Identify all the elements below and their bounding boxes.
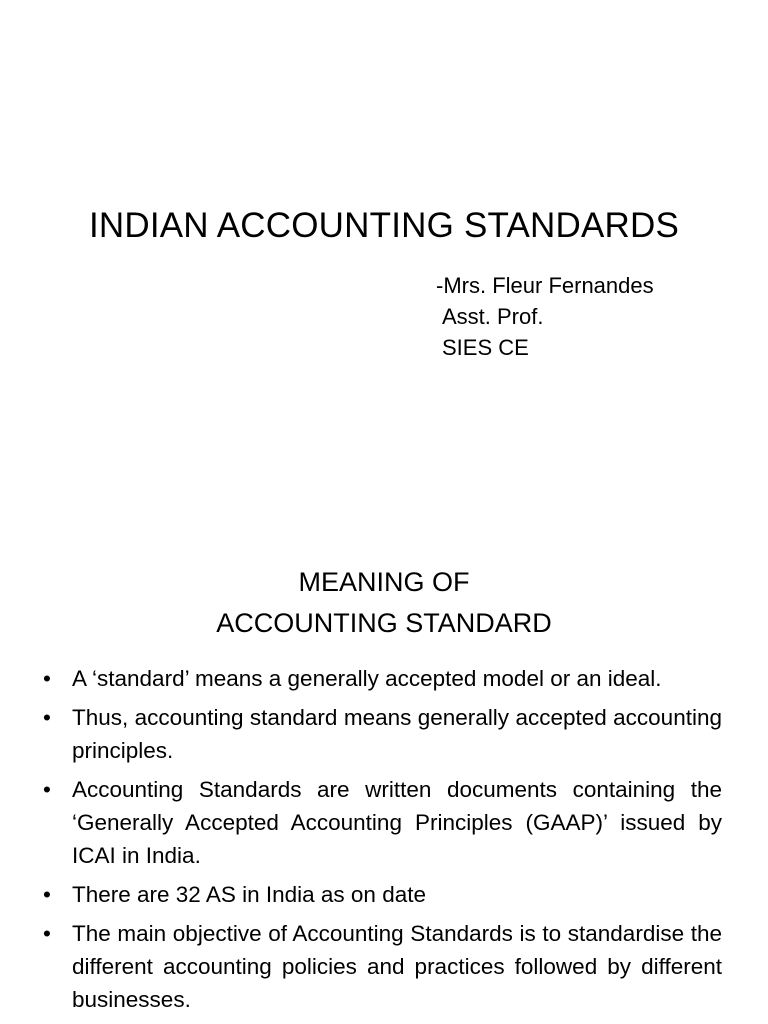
- author-designation: Asst. Prof.: [442, 304, 544, 329]
- heading-line-1: MEANING OF: [298, 567, 470, 597]
- heading-line-2: ACCOUNTING STANDARD: [216, 608, 552, 638]
- slide-title: INDIAN ACCOUNTING STANDARDS: [88, 206, 680, 245]
- bullet-item: • Thus, accounting standard means generally accepted accounting principles.: [40, 701, 722, 767]
- bullet-list: [40, 662, 722, 1022]
- bullet-item: • There are 32 AS in India as on date: [40, 878, 722, 911]
- author-name: -Mrs. Fleur Fernandes: [436, 273, 654, 298]
- author-info: [436, 270, 654, 363]
- slide-heading: [0, 562, 768, 644]
- bullet-item: • A ‘standard’ means a generally accepted model or an ideal.: [40, 662, 722, 695]
- bullet-item: • Accounting Standards are written documents containing the ‘Generally Accepted Accounting Principles (GAAP)’ issued by ICAI in India.: [40, 773, 722, 872]
- bullet-item: • The main objective of Accounting Standards is to standardise the different accounting policies and practices followed by different businesses.: [40, 917, 722, 1016]
- author-institution: SIES CE: [442, 335, 529, 360]
- content-slide: [0, 512, 768, 1024]
